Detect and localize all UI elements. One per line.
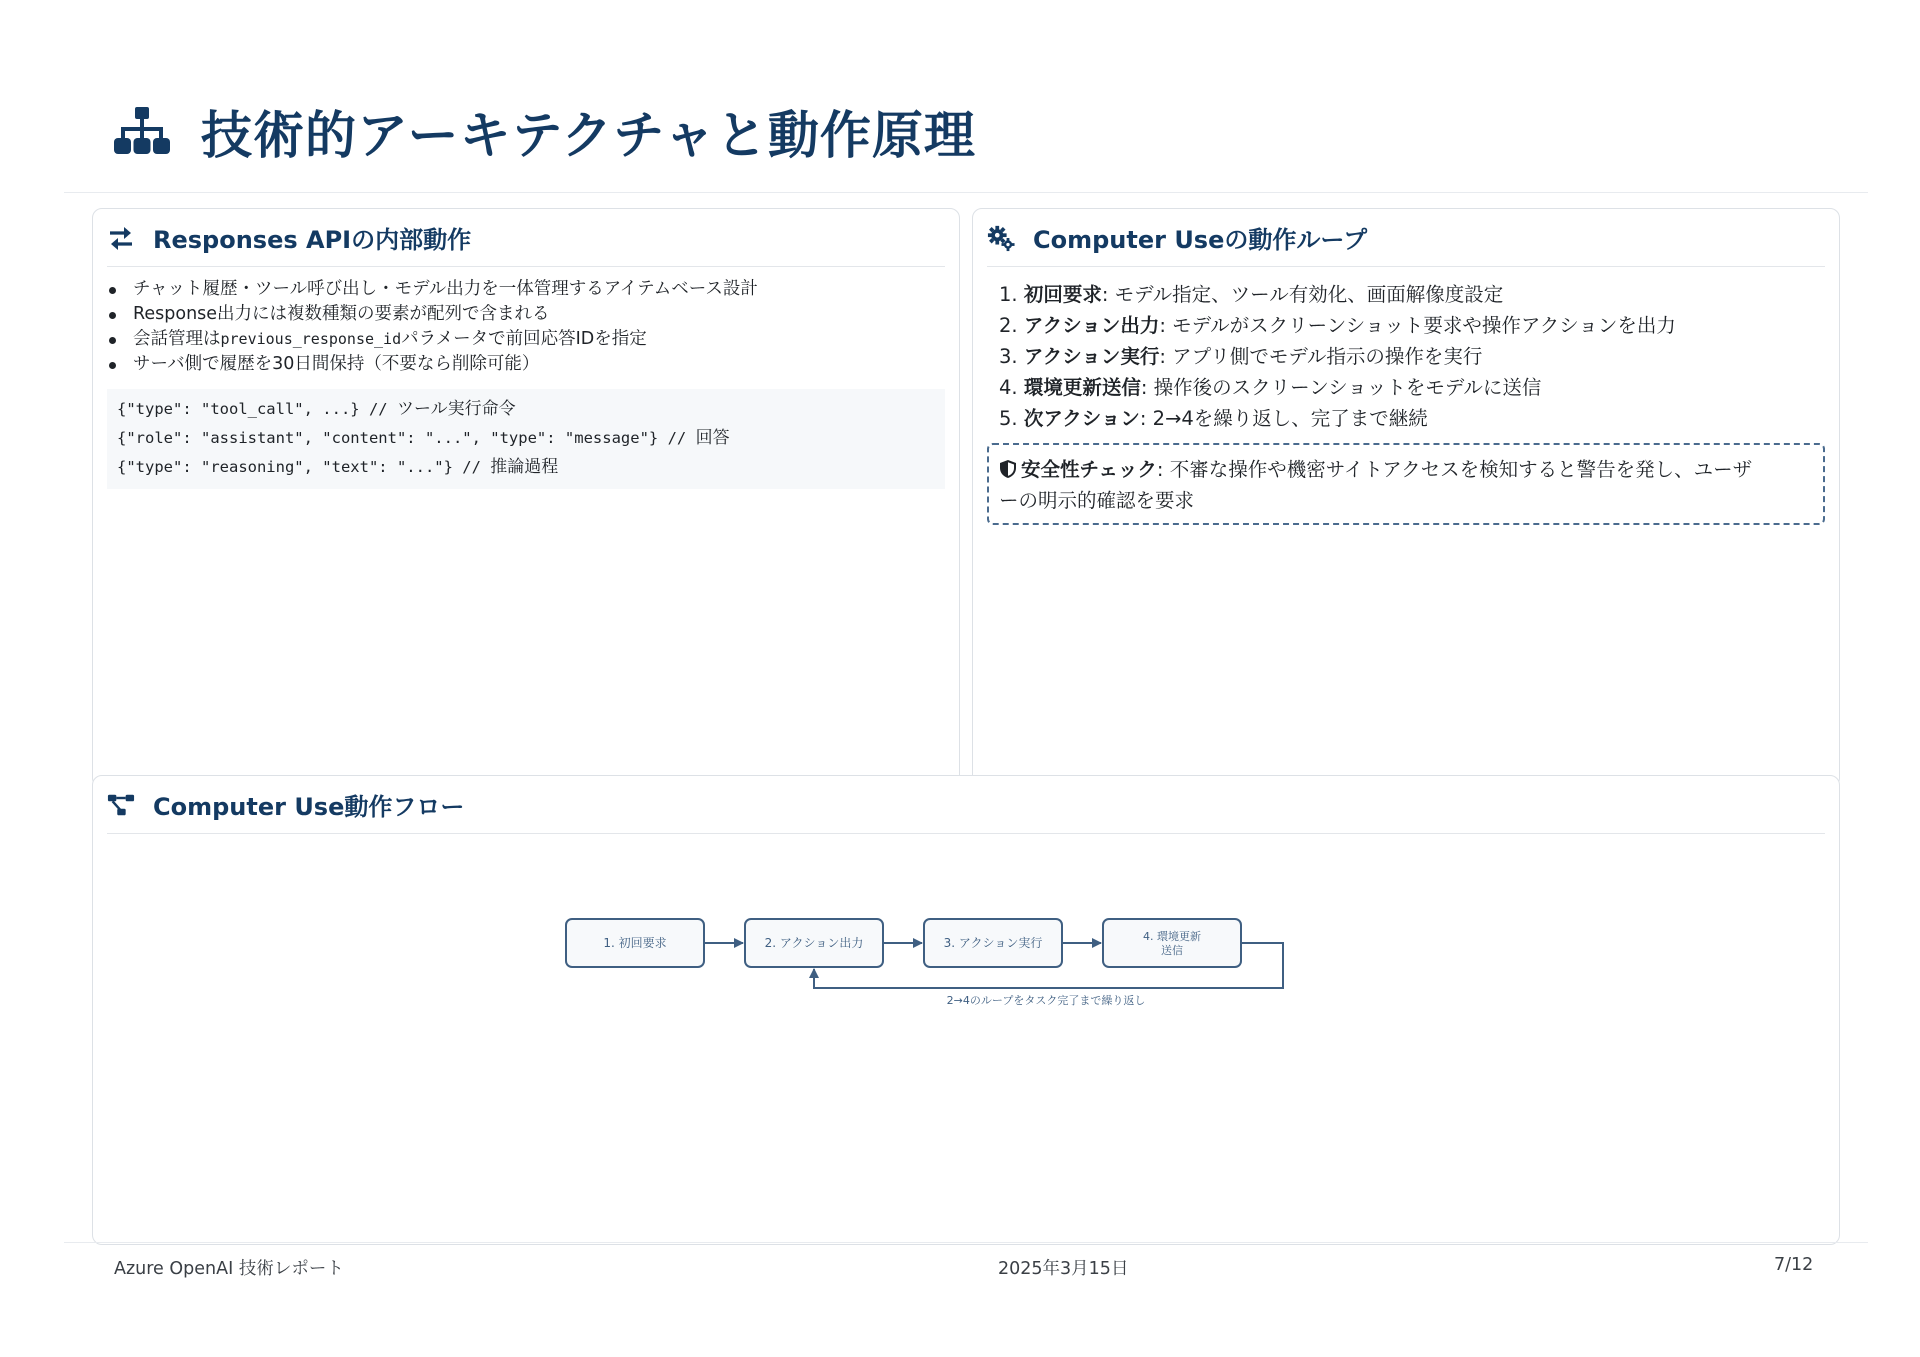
- computer-use-loop-card: [972, 208, 1840, 788]
- step-label: 初回要求: [1023, 283, 1102, 306]
- flow-node-label: 1. 初回要求: [603, 936, 667, 950]
- step-label: アクション出力: [1023, 314, 1160, 337]
- computer-use-flow-card: [92, 775, 1840, 1245]
- list-item: [999, 372, 1829, 403]
- flow-diagram: [93, 836, 1839, 1016]
- card-title: Responses APIの内部動作: [153, 226, 472, 254]
- page-title: 技術的アーキテクチャと動作原理: [201, 106, 976, 166]
- list-item: Response出力には複数種類の要素が配列で含まれる: [133, 302, 943, 327]
- step-number: 4.: [999, 376, 1018, 399]
- flow-node-label: 2. アクション出力: [764, 936, 864, 950]
- responses-api-card: [92, 208, 960, 788]
- list-item: [999, 341, 1829, 372]
- api-bullet-list: [133, 277, 943, 377]
- footer-report-name: Azure OpenAI 技術レポート: [114, 1259, 344, 1279]
- card-header: [987, 209, 1825, 267]
- sitemap-icon: [113, 105, 171, 157]
- footer-date: 2025年3月15日: [998, 1259, 1129, 1279]
- flow-node-label: 3. アクション実行: [943, 936, 1043, 950]
- code-text: {"type": "tool_call", ...} //: [117, 400, 397, 418]
- step-number: 1.: [999, 283, 1018, 306]
- step-number: 3.: [999, 345, 1018, 368]
- card-header: [107, 776, 1825, 834]
- footer-page-number: 7/12: [1774, 1255, 1814, 1275]
- list-item: チャット履歴・ツール呼び出し・モデル出力を一体管理するアイテムベース設計: [133, 277, 943, 302]
- step-label: 環境更新送信: [1023, 376, 1141, 399]
- gears-icon: [987, 224, 1015, 252]
- flow-node-label: 4. 環境更新: [1143, 930, 1201, 943]
- code-line: [117, 395, 935, 424]
- step-text: : アプリ側でモデル指示の操作を実行: [1159, 345, 1483, 368]
- step-label: アクション実行: [1023, 345, 1160, 368]
- list-item: [999, 310, 1829, 341]
- flow-node-label: 送信: [1161, 944, 1183, 957]
- code-text: {"role": "assistant", "content": "...", "type": "message"} //: [117, 429, 696, 447]
- safety-text: ーの明示的確認を要求: [999, 489, 1195, 512]
- step-label: 次アクション: [1023, 407, 1140, 430]
- step-number: 5.: [999, 407, 1018, 430]
- card-title: Computer Use動作フロー: [153, 793, 465, 821]
- code-comment: 回答: [695, 428, 730, 448]
- list-item: [999, 403, 1829, 434]
- card-header: [107, 209, 945, 267]
- list-item: [133, 327, 943, 352]
- flow-node-4: [1103, 919, 1241, 967]
- loop-step-list: [999, 279, 1829, 434]
- code-line: [117, 453, 935, 482]
- safety-callout: [987, 443, 1825, 525]
- step-text: : 2→4を繰り返し、完了まで継続: [1139, 407, 1428, 430]
- step-number: 2.: [999, 314, 1018, 337]
- bullet-text: 会話管理は: [133, 329, 221, 349]
- shield-icon: [999, 459, 1017, 479]
- step-text: : モデルがスクリーンショット要求や操作アクションを出力: [1159, 314, 1676, 337]
- exchange-arrows-icon: [107, 224, 135, 252]
- list-item: [999, 279, 1829, 310]
- param-name: previous_response_id: [220, 330, 402, 348]
- bullet-text: パラメータで前回応答IDを指定: [401, 329, 647, 349]
- flow-loop-label: 2→4のループをタスク完了まで繰り返し: [946, 994, 1146, 1007]
- project-diagram-icon: [107, 791, 135, 819]
- code-text: {"type": "reasoning", "text": "..."} //: [117, 458, 491, 476]
- code-line: [117, 424, 935, 453]
- code-comment: 推論過程: [490, 457, 559, 477]
- step-text: : モデル指定、ツール有効化、画面解像度設定: [1101, 283, 1504, 306]
- card-title: Computer Useの動作ループ: [1033, 226, 1368, 254]
- safety-label: 安全性チェック: [1021, 458, 1157, 481]
- safety-text: : 不審な操作や機密サイトアクセスを検知すると警告を発し、ユーザ: [1156, 458, 1753, 481]
- title-divider: [64, 192, 1868, 193]
- footer-divider: [64, 1242, 1868, 1243]
- code-comment: ツール実行命令: [396, 399, 516, 419]
- code-block: [107, 389, 945, 489]
- page-header: [113, 96, 976, 166]
- list-item: サーバ側で履歴を30日間保持（不要なら削除可能）: [133, 352, 943, 377]
- step-text: : 操作後のスクリーンショットをモデルに送信: [1140, 376, 1542, 399]
